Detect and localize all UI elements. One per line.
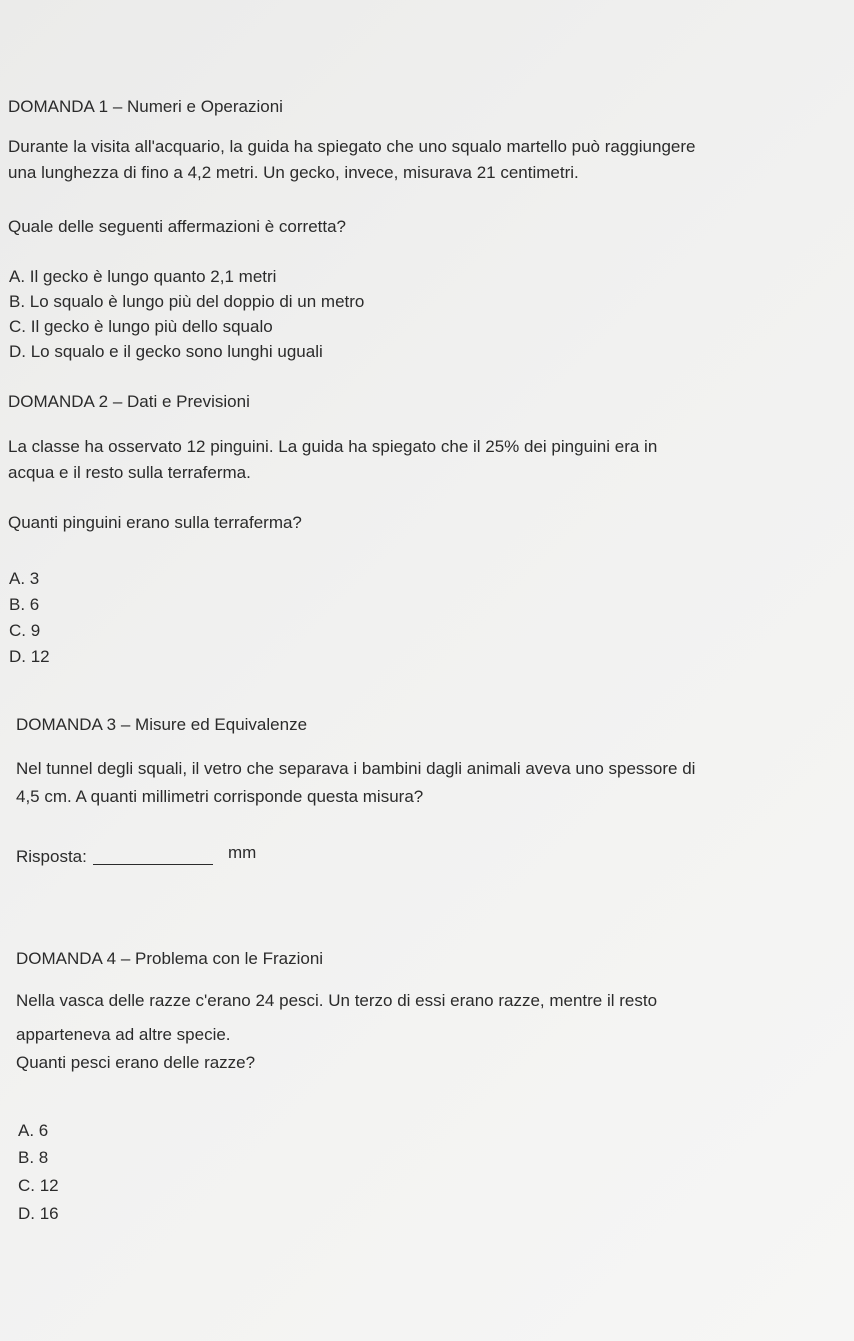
question-4-prompt: Quanti pesci erano delle razze? bbox=[16, 1053, 256, 1072]
question-3-text-line-1: Nel tunnel degli squali, il vetro che separava i bambini dagli animali aveva uno spessore di bbox=[16, 759, 696, 778]
question-1-option-d: D. Lo squalo e il gecko sono lunghi uguali bbox=[9, 342, 323, 361]
question-4-text-line-1: Nella vasca delle razze c'erano 24 pesci. Un terzo di essi erano razze, mentre il resto bbox=[16, 991, 658, 1010]
question-2-header: DOMANDA 2 – Dati e Previsioni bbox=[8, 392, 250, 411]
question-4-text-line-2: apparteneva ad altre specie. bbox=[16, 1025, 231, 1044]
question-1-header: DOMANDA 1 – Numeri e Operazioni bbox=[8, 97, 283, 116]
question-4-header: DOMANDA 4 – Problema con le Frazioni bbox=[16, 949, 324, 968]
question-1-text-line-2: una lunghezza di fino a 4,2 metri. Un gecko, invece, misurava 21 centimetri. bbox=[8, 163, 579, 182]
question-2-text-line-1: La classe ha osservato 12 pinguini. La guida ha spiegato che il 25% dei pinguini era in bbox=[8, 437, 658, 456]
answer-blank-line[interactable] bbox=[93, 864, 213, 865]
question-3-text-line-2: 4,5 cm. A quanti millimetri corrisponde questa misura? bbox=[16, 787, 424, 806]
question-2-option-a: A. 3 bbox=[9, 569, 40, 588]
question-2-prompt: Quanti pinguini erano sulla terraferma? bbox=[8, 513, 302, 532]
question-1-option-b: B. Lo squalo è lungo più del doppio di un metro bbox=[9, 292, 365, 311]
question-2-option-b: B. 6 bbox=[9, 595, 40, 614]
question-2-option-d: D. 12 bbox=[9, 647, 50, 666]
answer-unit: mm bbox=[228, 843, 257, 862]
question-1-prompt: Quale delle seguenti affermazioni è corretta? bbox=[8, 217, 346, 236]
question-1-text-line-1: Durante la visita all'acquario, la guida ha spiegato che uno squalo martello può raggiungere bbox=[8, 137, 696, 156]
question-1-option-a: A. Il gecko è lungo quanto 2,1 metri bbox=[9, 267, 277, 286]
question-3-header: DOMANDA 3 – Misure ed Equivalenze bbox=[16, 715, 308, 734]
question-2-option-c: C. 9 bbox=[9, 621, 41, 640]
answer-row bbox=[16, 846, 213, 867]
question-4-option-a: A. 6 bbox=[18, 1121, 49, 1140]
question-4-option-b: B. 8 bbox=[18, 1148, 49, 1167]
question-4-option-c: C. 12 bbox=[18, 1176, 59, 1195]
question-4-option-d: D. 16 bbox=[18, 1204, 59, 1223]
question-2-text-line-2: acqua e il resto sulla terraferma. bbox=[8, 463, 251, 482]
answer-label: Risposta: bbox=[16, 847, 87, 866]
question-1-option-c: C. Il gecko è lungo più dello squalo bbox=[9, 317, 273, 336]
